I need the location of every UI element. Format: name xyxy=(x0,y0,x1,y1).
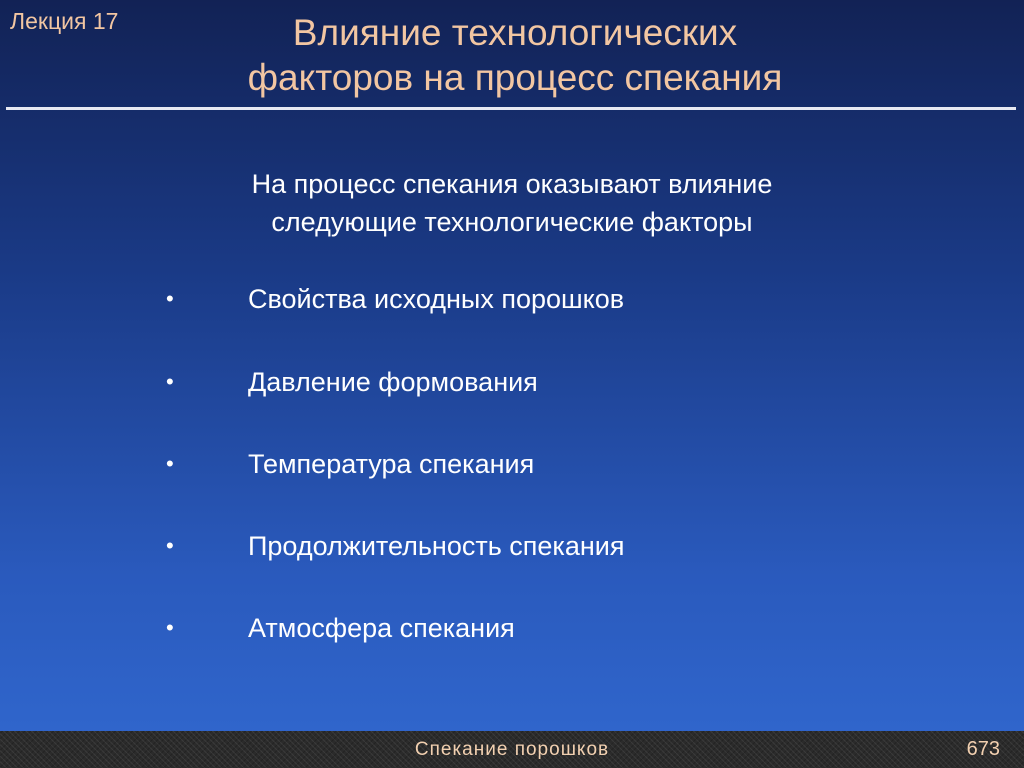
title-divider xyxy=(6,107,1016,110)
slide-title-line-2: факторов на процесс спекания xyxy=(247,57,783,98)
factor-item xyxy=(164,282,864,316)
intro-line-1: На процесс спекания оказывают влияние xyxy=(251,169,773,199)
intro-line-2: следующие технологические факторы xyxy=(271,207,753,237)
factor-text: Атмосфера спекания xyxy=(248,613,515,643)
factor-text: Продолжительность спекания xyxy=(248,531,625,561)
factor-text: Свойства исходных порошков xyxy=(248,284,625,314)
intro-text xyxy=(100,165,924,241)
slide-title xyxy=(130,10,900,100)
footer-title: Спекание порошков xyxy=(414,739,610,760)
factor-item xyxy=(164,365,864,399)
bullet-icon: • xyxy=(166,615,174,640)
factor-text: Температура спекания xyxy=(248,449,535,479)
factor-item xyxy=(164,529,864,563)
footer-bar xyxy=(0,731,1024,768)
bullet-icon: • xyxy=(166,533,174,558)
bullet-icon: • xyxy=(166,369,174,394)
bullet-icon: • xyxy=(166,451,174,476)
factor-text: Давление формования xyxy=(248,367,538,397)
factor-item xyxy=(164,447,864,481)
factor-item xyxy=(164,611,864,645)
bullet-icon: • xyxy=(166,286,174,311)
page-number: 673 xyxy=(966,738,1000,760)
slide-title-line-1: Влияние технологических xyxy=(292,12,738,53)
lecture-label: Лекция 17 xyxy=(10,8,119,34)
